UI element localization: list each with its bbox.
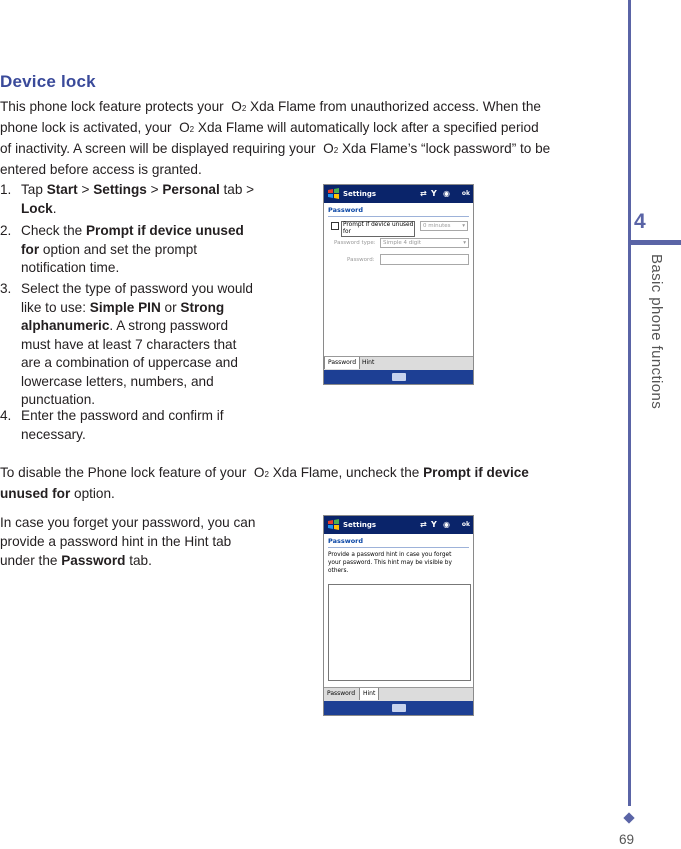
chevron-down-icon: ▾ [462, 223, 465, 229]
signal-icon: Y [431, 189, 437, 198]
step-4: 4. Enter the password and confirm if necessary. [0, 408, 224, 442]
tab-password[interactable]: Password [324, 357, 360, 369]
ok-button[interactable]: ok [461, 521, 470, 528]
diamond-icon [623, 812, 634, 823]
titlebar: Settings ⇄ Y ◉ ok [324, 516, 473, 534]
step-1: 1. Tap Start > Settings > Personal tab > Lock. [0, 182, 255, 216]
windows-logo-icon [327, 518, 340, 531]
device-screenshot-lock: Settings ⇄ Y ◉ ok Password Prompt if device unused for 0 minutes ▾ Password type: Simple 4 digit ▾ Password: Password Hint [323, 184, 474, 385]
volume-icon: ◉ [443, 520, 450, 529]
prompt-label: Prompt if device unused for [343, 222, 414, 235]
tab-hint[interactable]: Hint [359, 688, 379, 700]
step-2: 2. Check the Prompt if device unused for option and set the prompt notification time. [0, 223, 244, 275]
page-number: 69 [619, 832, 635, 847]
hint-input[interactable] [328, 584, 471, 681]
hint-instructions: Provide a password hint in case you forget your password. This hint may be visible by others. [328, 552, 452, 574]
disable-paragraph: To disable the Phone lock feature of your O2 Xda Flame, uncheck the Prompt if device unused for option. [0, 465, 529, 501]
keyboard-icon[interactable] [392, 373, 406, 381]
volume-icon: ◉ [443, 189, 450, 198]
titlebar: Settings ⇄ Y ◉ ok [324, 185, 473, 203]
keyboard-icon[interactable] [392, 704, 406, 712]
device-screenshot-hint: Settings ⇄ Y ◉ ok Password Provide a password hint in case you forget your password. This hint may be visible by others. Password Hint [323, 515, 474, 716]
intro-paragraph: This phone lock feature protects your O2 Xda Flame from unauthorized access. When the phone lock is activated, your O2 Xda Flame will automatically lock after a specified period of inactivity. A screen will be displayed requiring your O2 Xda Flame’s “lock password” to be entered before access is granted. [0, 99, 551, 177]
sync-icon: ⇄ [420, 189, 427, 198]
sync-icon: ⇄ [420, 520, 427, 529]
password-type-select[interactable]: Simple 4 digit ▾ [380, 238, 469, 248]
chapter-number: 4 [634, 210, 646, 233]
chapter-marker [628, 240, 681, 245]
chevron-down-icon: ▾ [463, 240, 466, 246]
step-3: 3. Select the type of password you would like to use: Simple PIN or Strong alphanumeric. A strong password must have at least 7 characters that are a combination of uppercase and lowercase letters, numbers, and punctuation. [0, 281, 253, 407]
tab-password[interactable]: Password [327, 690, 356, 697]
tab-bar [324, 687, 473, 701]
menu-bar [324, 701, 473, 715]
prompt-checkbox[interactable] [331, 222, 339, 230]
tab-bar [324, 356, 473, 370]
ok-button[interactable]: ok [461, 190, 470, 197]
menu-bar [324, 370, 473, 384]
password-field[interactable] [380, 254, 469, 265]
forgot-paragraph: In case you forget your password, you can provide a password hint in the Hint tab under the Password tab. [0, 515, 256, 568]
chapter-title: Basic phone functions [648, 254, 665, 410]
signal-icon: Y [431, 520, 437, 529]
tab-hint[interactable]: Hint [362, 359, 375, 366]
windows-logo-icon [327, 187, 340, 200]
sidebar-rule [628, 0, 631, 806]
prompt-time-select[interactable]: 0 minutes ▾ [420, 221, 468, 231]
section-heading: Device lock [0, 72, 96, 91]
